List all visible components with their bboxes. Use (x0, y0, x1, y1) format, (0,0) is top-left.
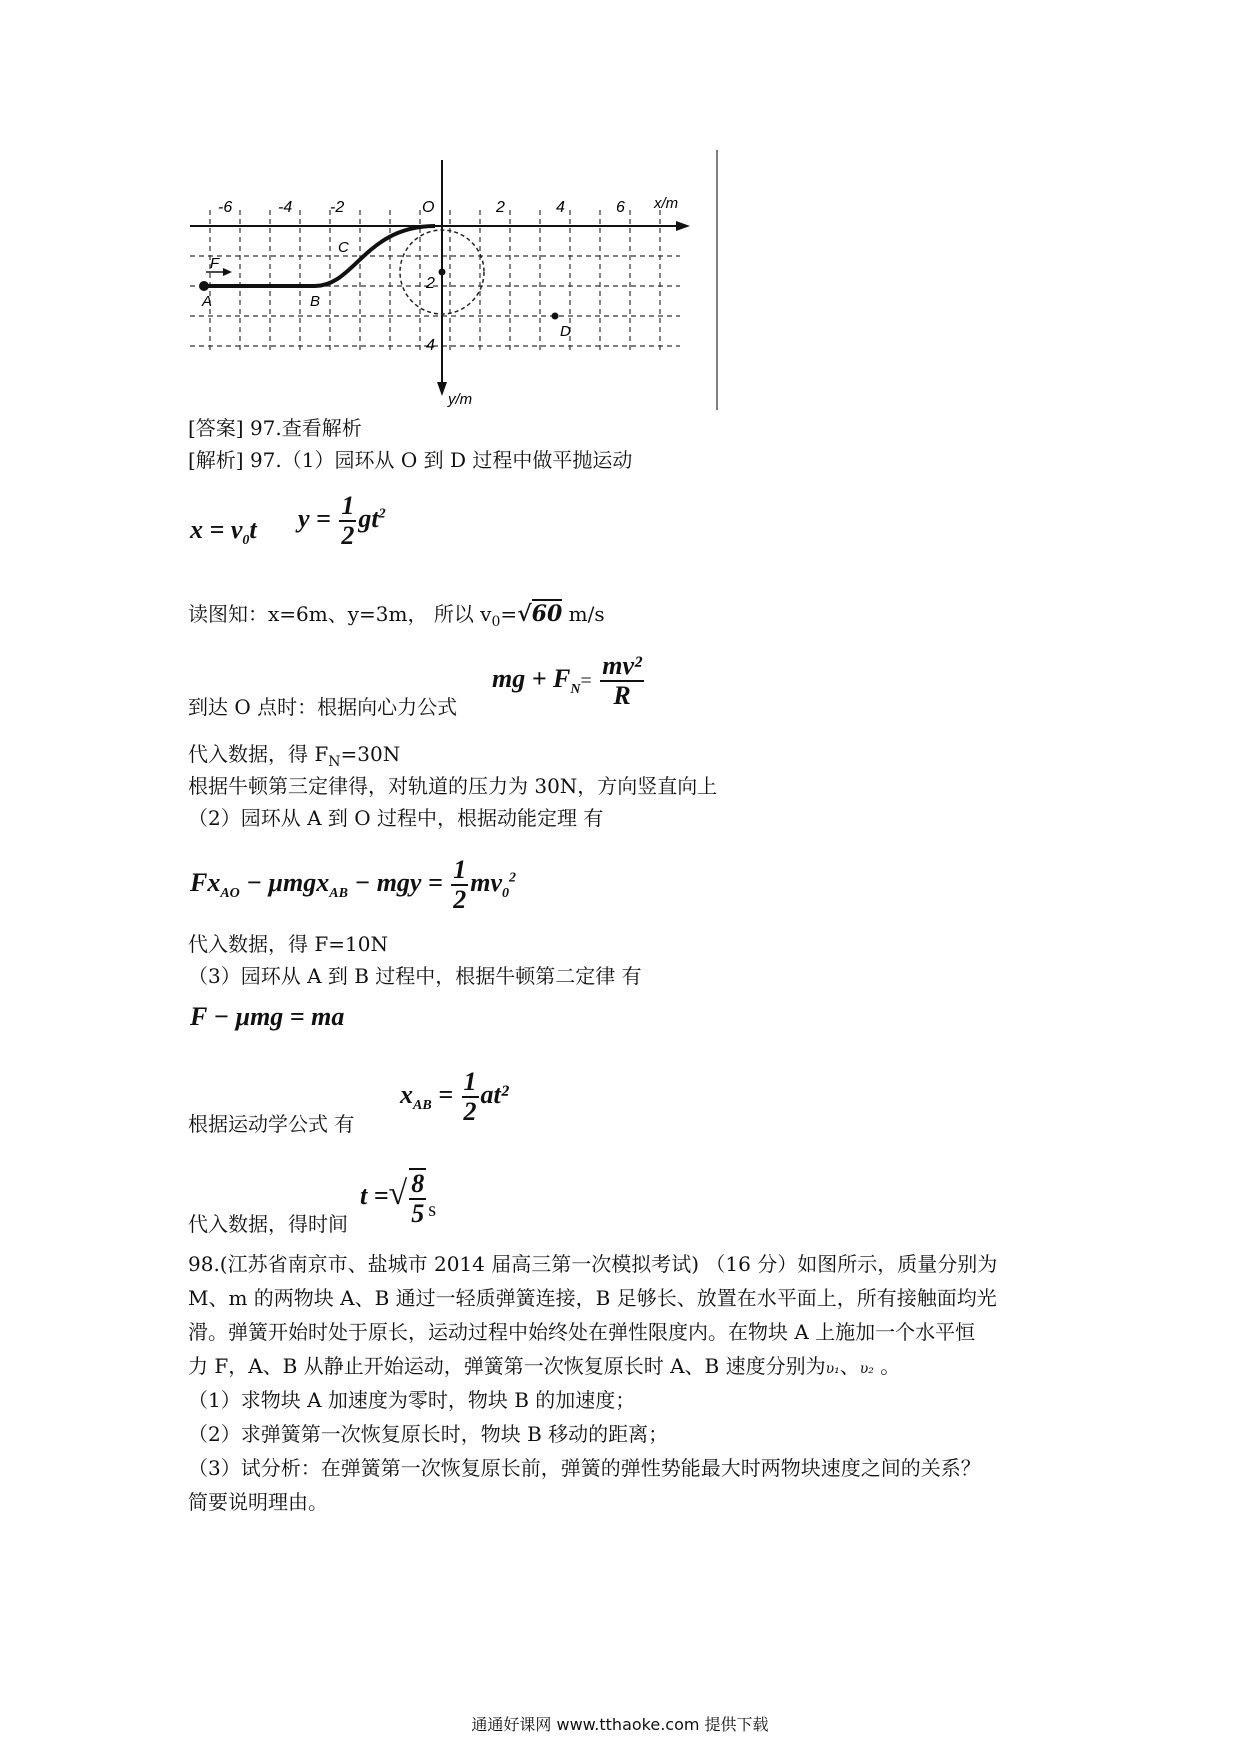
x-axis-label: x/m (654, 195, 679, 212)
read-figure-line: 读图知：x=6m、y=3m， 所以 $v_0=√60$ m/s (188, 601, 605, 630)
point-label-f: F (210, 255, 220, 272)
point-label-d: D (560, 323, 571, 340)
substitute-line-1: 代入数据，得 $F_N=30N$ (188, 742, 401, 770)
y-tick-label: 4 (426, 337, 435, 354)
point-label-a: A (202, 293, 213, 310)
x-tick-label: 4 (556, 199, 565, 216)
track-figure (180, 150, 740, 410)
work-energy-equation: $Fx_{AO} - \mu mgx_{AB}$ − mgy = $\frac{1}{2}$ $mv_0^2$ (190, 855, 517, 914)
part-2-line: （2）园环从 A 到 O 过程中，根据动能定理 有 (188, 806, 604, 830)
sub-question-1: （1）求物块 A 加速度为零时，物块 B 的加速度； (188, 1388, 636, 1412)
equation-horizontal: $x = v_0t$ (190, 515, 257, 549)
question-98-line-3: 滑。弹簧开始时处于原长，运动过程中始终处在弹性限度内。在物块 A 上施加一个水平恒 (188, 1320, 976, 1344)
time-line: 代入数据，得时间 (188, 1212, 348, 1236)
x-tick-label: O (422, 199, 435, 216)
y-axis-label: y/m (448, 391, 473, 408)
equation-vertical: y = $\frac{1}{2}$ $gt^2$ (298, 491, 386, 550)
substitute-line-2: 代入数据，得 F=10N (188, 932, 388, 956)
centripetal-equation: mg + $F_N=$ $\frac{\text{mv²}}{R}$ (492, 651, 642, 710)
kinematics-line: 根据运动学公式 有 (188, 1112, 355, 1136)
x-tick-label: -4 (278, 199, 293, 216)
question-98-line-1: 98.(江苏省南京市、盐城市 2014 届高三第一次模拟考试) （16 分）如图所示，质量分别为 (188, 1252, 998, 1276)
sub-question-2: （2）求弹簧第一次恢复原长时，物块 B 移动的距离； (188, 1422, 669, 1446)
answer-line: [答案] 97.查看解析 (188, 416, 362, 440)
y-tick-label: 2 (426, 275, 435, 292)
part-3-line: （3）园环从 A 到 B 过程中，根据牛顿第二定律 有 (188, 964, 642, 988)
point-label-b: B (310, 293, 321, 310)
sub-question-3: （3）试分析：在弹簧第一次恢复原长前，弹簧的弹性势能最大时两物块速度之间的关系？ (188, 1456, 981, 1480)
point-label-c: C (338, 239, 349, 256)
question-98-line-4: 力 F，A、B 从静止开始运动，弹簧第一次恢复原长时 A、B 速度分别为υ₁、υ₂ 。 (188, 1354, 901, 1378)
x-tick-label: 2 (496, 199, 505, 216)
newton-second-law-equation: F − μmg = ma (190, 1002, 345, 1031)
o-point-line: 到达 O 点时：根据向心力公式 (188, 695, 458, 719)
kinematics-equation: $x_{AB}$ = $\frac{1}{2}$ at² (400, 1067, 509, 1126)
x-tick-label: 6 (616, 199, 625, 216)
newton-third-law-line: 根据牛顿第三定律得，对轨道的压力为 30N，方向竖直向上 (188, 774, 718, 798)
analysis-line: [解析] 97.（1）园环从 O 到 D 过程中做平抛运动 (188, 448, 633, 472)
time-equation: t =√ $\frac{8}{5}$ $_s$ (360, 1169, 437, 1228)
x-tick-label: -6 (218, 199, 233, 216)
footer: 通通好课网 www.tthaoke.com 提供下载 (471, 1715, 769, 1734)
sub-question-3-continued: 简要说明理由。 (188, 1490, 328, 1514)
x-tick-label: -2 (330, 199, 345, 216)
question-98-line-2: M、m 的两物块 A、B 通过一轻质弹簧连接，B 足够长、放置在水平面上，所有接触面均光 (188, 1286, 997, 1310)
